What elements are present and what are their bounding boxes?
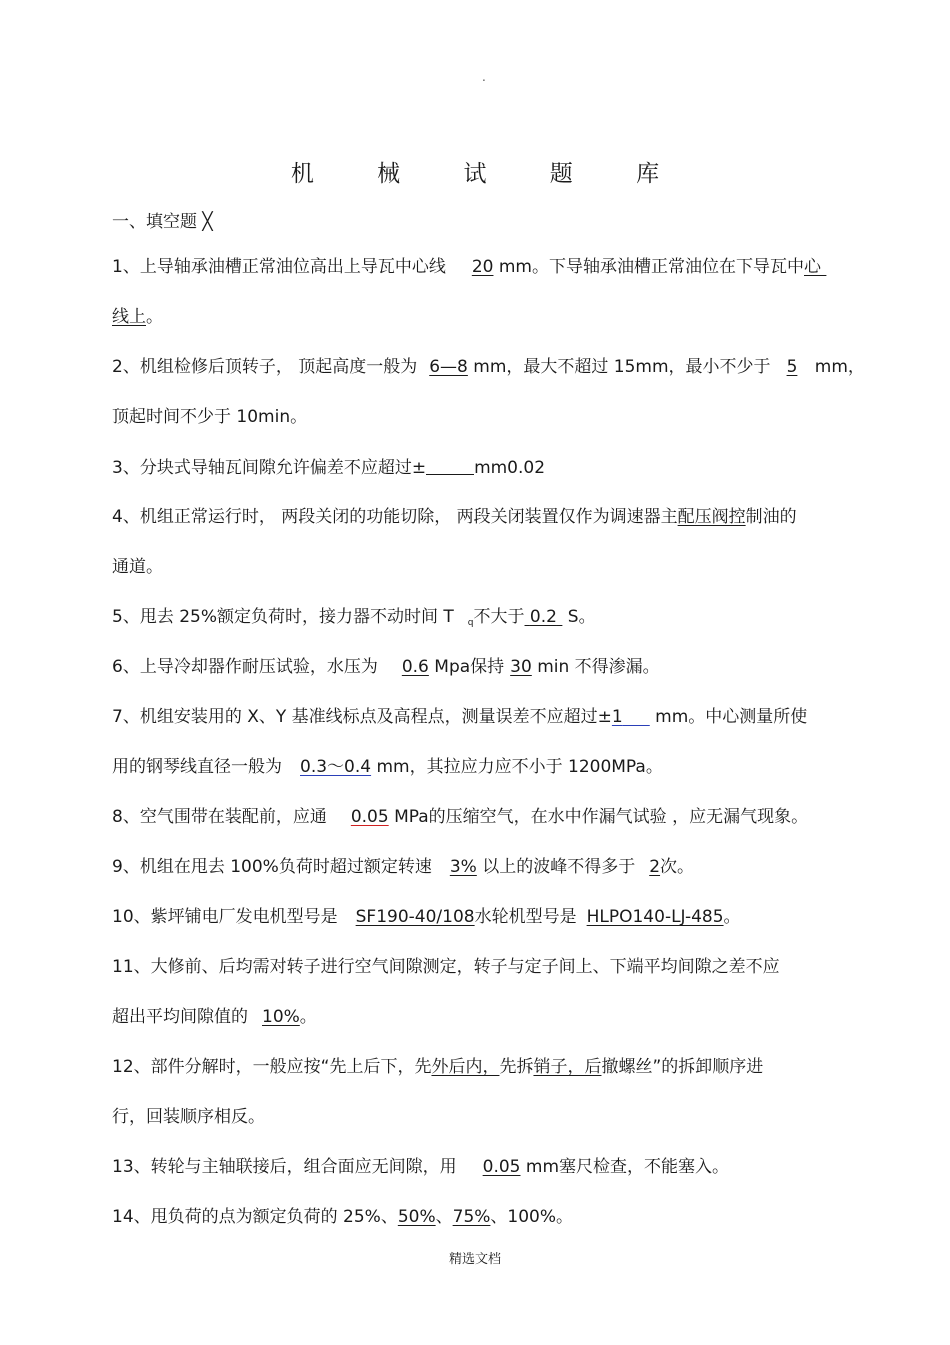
question-2-line-1: 2、机组检修后顶转子， 顶起高度一般为 6—8 mm，最大不超过 15mm，最小不少于 5 mm， <box>112 357 865 377</box>
answer-blank: 6—8 <box>429 357 468 377</box>
answer-blank <box>426 456 474 475</box>
answer-blank: 0.3～0.4 <box>300 757 372 777</box>
question-12-line-1: 12、部件分解时，一般应按“先上后下，先外后内，先拆销子，后撤螺丝”的拆卸顺序进 <box>112 1057 764 1077</box>
answer-blank: 0.05 <box>350 807 389 827</box>
answer-blank: 2 <box>649 857 661 877</box>
answer-blank: 50% <box>397 1207 436 1227</box>
answer-blank: 外后内， <box>431 1057 500 1077</box>
answer-blank: 5 <box>786 357 798 377</box>
question-12-line-2: 行，回装顺序相反。 <box>112 1107 265 1127</box>
question-4-line-2: 通道。 <box>112 557 163 577</box>
answer-blank: 心 <box>804 257 821 277</box>
question-1-line-1: 1、上导轴承油槽正常油位高出上导瓦中心线 20 mm。下导轴承油槽正常油位在下导瓦中心 <box>112 257 821 277</box>
question-3: 3、分块式导轴瓦间隙允许偏差不应超过± mm0.02 <box>112 458 546 478</box>
question-11-line-1: 11、大修前、后均需对转子进行空气间隙测定，转子与定子间上、下端平均间隙之差不应 <box>112 957 780 977</box>
answer-blank: 30 <box>510 657 532 677</box>
question-11-line-2: 超出平均间隙值的 10%。 <box>112 1007 317 1027</box>
answer-blank: 0.6 <box>401 657 429 677</box>
page-title: 机 械 试 题 库 <box>290 161 688 187</box>
question-8: 8、空气围带在装配前，应通 0.05 MPa的压缩空气，在水中作漏气试验 ，应无漏气现象。 <box>112 807 809 827</box>
answer-blank: 0.2 <box>529 607 557 627</box>
answer-blank: 20 <box>471 257 494 277</box>
question-1-line-2: 线上。 <box>112 307 163 327</box>
page-footer: 精选文档 <box>448 1252 501 1267</box>
answer-blank: 75% <box>452 1207 491 1227</box>
question-6: 6、上导冷却器作耐压试验，水压为 0.6 Mpa保持 30 min 不得渗漏。 <box>112 657 660 677</box>
question-9: 9、机组在甩去 100%负荷时超过额定转速 3% 以上的波峰不得多于 2次。 <box>112 857 695 877</box>
question-7-line-1: 7、机组安装用的 X、Y 基准线标点及高程点，测量误差不应超过±1 mm。中心测量所使 <box>112 707 808 727</box>
question-7-line-2: 用的钢琴线直径一般为 0.3～0.4 mm，其拉应力应不小于 1200MPa。 <box>112 757 663 777</box>
question-5: 5、甩去 25%额定负荷时，接力器不动时间 T $_q$不大于 0.2 S。 <box>112 607 596 628</box>
answer-blank: HLPO140-LJ-485 <box>586 907 724 927</box>
question-14: 14、甩负荷的点为额定负荷的 25%、50%、75%、100%。 <box>112 1207 574 1227</box>
question-2-line-2: 顶起时间不少于 10min。 <box>112 407 308 427</box>
answer-blank: SF190-40/108 <box>355 907 475 927</box>
header-mark: . <box>482 70 486 84</box>
section-heading: 一、填空题 ╳ <box>112 212 213 232</box>
answer-blank: 3% <box>449 857 477 877</box>
question-4-line-1: 4、机组正常运行时， 两段关闭的功能切除， 两段关闭装置仅作为调速器主配压阀控制油的 <box>112 507 797 527</box>
answer-blank: 1 <box>611 707 623 727</box>
question-10: 10、紫坪铺电厂发电机型号是 SF190-40/108水轮机型号是 HLPO140-LJ-485。 <box>112 907 741 927</box>
answer-blank: 销子，后 <box>533 1057 602 1077</box>
answer-blank: 线上 <box>112 307 146 327</box>
answer-blank: 配压阀控 <box>677 507 746 527</box>
answer-blank: 10% <box>262 1007 300 1027</box>
question-13: 13、转轮与主轴联接后，组合面应无间隙，用 0.05 mm塞尺检查，不能塞入。 <box>112 1157 730 1177</box>
answer-blank: 0.05 <box>482 1157 521 1177</box>
